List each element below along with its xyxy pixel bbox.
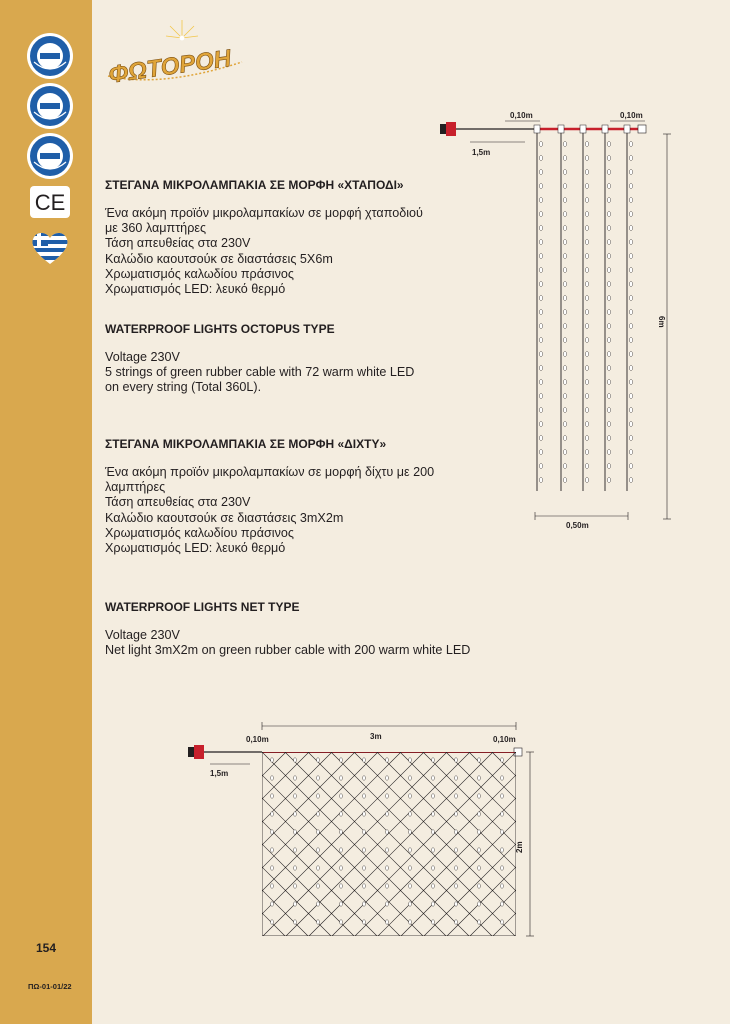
body-line: Τάση απευθείας στα 230V	[105, 236, 251, 251]
body-line: Χρωματισμός LED: λευκό θερμό	[105, 541, 286, 556]
net-lights-diagram	[180, 720, 550, 942]
net-grid	[180, 752, 550, 936]
octopus-spacing-left-label: 0,10m	[510, 111, 533, 120]
net-english-section	[105, 600, 505, 658]
octopus-spacing-right-label: 0,10m	[620, 111, 643, 120]
net-lead-label: 1,5m	[210, 769, 229, 778]
section-title: ΣΤΕΓΑΝΑ ΜΙΚΡΟΛΑΜΠΑΚΙΑ ΣΕ ΜΟΡΦΗ «ΔΙΧΤΥ»	[105, 437, 387, 451]
body-line: Voltage 230V	[105, 350, 180, 364]
brand-logo	[102, 18, 252, 98]
body-line: Ένα ακόμη προϊόν μικρολαμπακίων σε μορφή δίχτυ με 200	[105, 465, 435, 479]
octopus-lights-diagram	[430, 104, 680, 529]
tuv-certification-badge-icon	[26, 32, 74, 80]
sidebar	[0, 0, 92, 1024]
octopus-height-label: 6m	[657, 316, 666, 328]
body-line: 5 strings of green rubber cable with 72 warm white LED	[105, 365, 415, 380]
body-line: Ένα ακόμη προϊόν μικρολαμπακίων σε μορφή χταποδιού	[105, 206, 423, 220]
body-line: Καλώδιο καουτσούκ σε διαστάσεις 5Χ6m	[105, 251, 333, 266]
body-line: Καλώδιο καουτσούκ σε διαστάσεις 3mX2m	[105, 510, 344, 525]
tuv-certification-badge-icon	[26, 132, 74, 180]
octopus-width-label: 0,50m	[566, 521, 589, 529]
body-line: Χρωματισμός καλωδίου πράσινος	[105, 525, 294, 540]
body-line: Χρωματισμός καλωδίου πράσινος	[105, 266, 294, 281]
section-title: WATERPROOF LIGHTS NET TYPE	[105, 600, 300, 614]
greek-flag-heart-icon	[30, 230, 70, 266]
section-body	[105, 628, 505, 658]
body-line: Τάση απευθείας στα 230V	[105, 495, 251, 510]
net-width-label: 3m	[370, 732, 382, 741]
body-line: Χρωματισμός LED: λευκό θερμό	[105, 282, 286, 297]
body-line: Voltage 230V	[105, 628, 180, 642]
svg-text:CE: CE	[34, 190, 66, 215]
ce-mark-icon	[30, 186, 70, 218]
body-line: Net light 3mX2m on green rubber cable with 200 warm white LED	[105, 643, 471, 658]
section-title: ΣΤΕΓΑΝΑ ΜΙΚΡΟΛΑΜΠΑΚΙΑ ΣΕ ΜΟΡΦΗ «ΧΤΑΠΟΔΙ»	[105, 178, 404, 192]
svg-text:ΦΩΤΟΡΟΗ: ΦΩΤΟΡΟΗ	[106, 44, 233, 89]
document-code: ΠΩ-01-01/22	[28, 982, 72, 991]
section-title: WATERPROOF LIGHTS OCTOPUS TYPE	[105, 322, 335, 336]
page-number: 154	[36, 941, 57, 955]
tuv-certification-badge-icon	[26, 82, 74, 130]
body-line: on every string (Total 360L).	[105, 380, 262, 395]
octopus-strings	[534, 125, 633, 491]
body-line: λαμπτήρες	[105, 480, 166, 495]
net-spacing-left-label: 0,10m	[246, 735, 269, 744]
octopus-lead-label: 1,5m	[472, 148, 491, 157]
net-height-label: 2m	[515, 841, 524, 853]
net-spacing-right-label: 0,10m	[493, 735, 516, 744]
body-line: με 360 λαμπτήρες	[105, 221, 207, 236]
